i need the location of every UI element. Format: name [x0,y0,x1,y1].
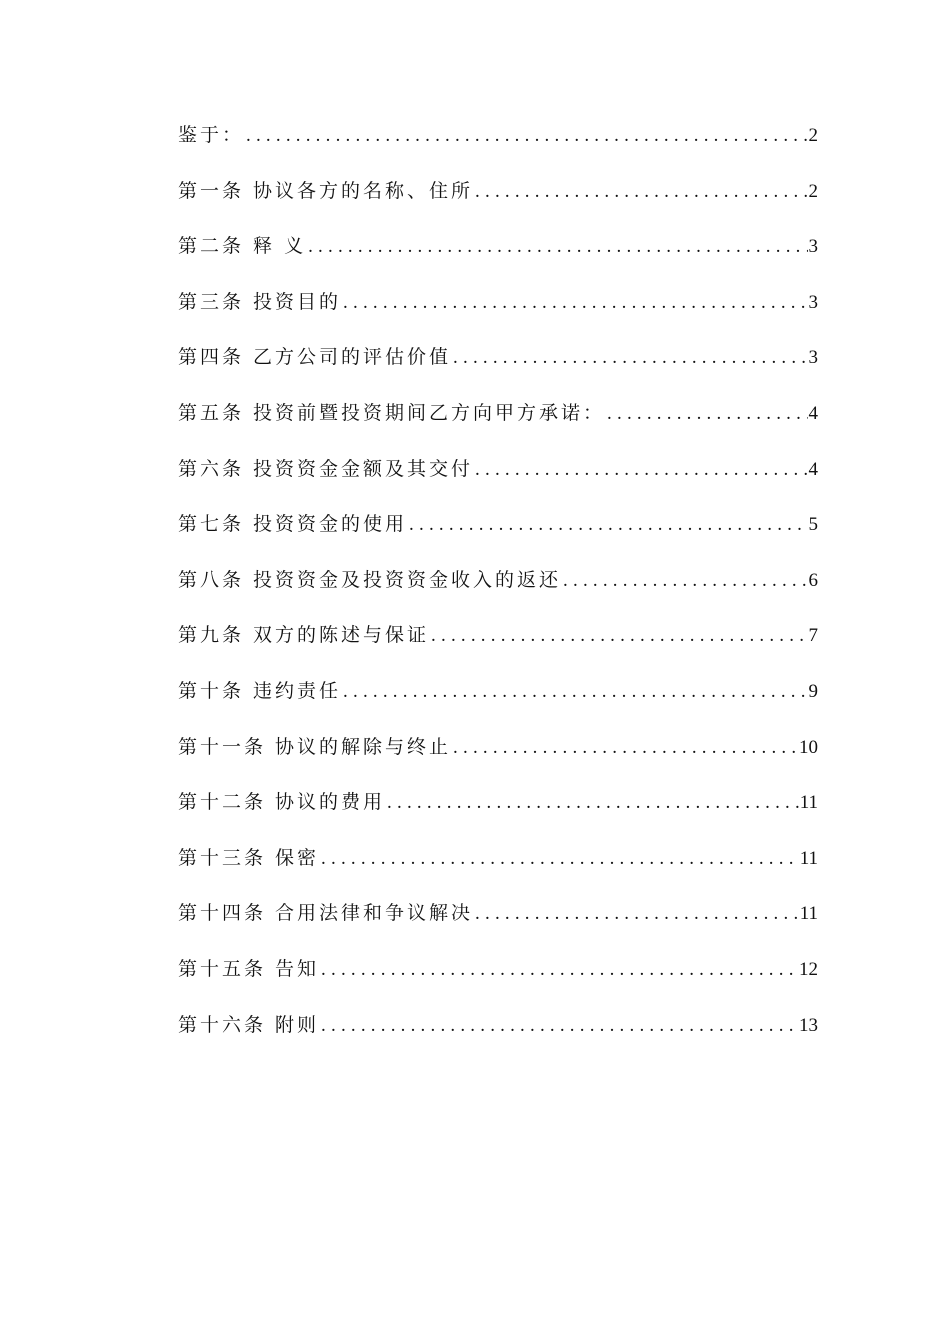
toc-page-number: 4 [808,402,818,424]
toc-entry-title: 第十五条 告知 [178,957,320,980]
toc-dot-leader [475,175,807,209]
toc-dot-leader [453,731,798,765]
toc-entry[interactable] [178,174,818,230]
toc-entry[interactable] [178,563,818,619]
toc-page-number: 3 [808,236,818,258]
toc-page-number: 6 [808,569,818,591]
toc-page-number: 10 [799,736,818,758]
toc-page-number: 5 [808,514,818,536]
toc-page-number: 3 [808,347,818,369]
toc-page-number: 2 [808,180,818,202]
toc-entry-title: 第八条 投资资金及投资资金收入的返还 [178,568,562,591]
toc-page-number: 2 [808,125,818,146]
toc-entry[interactable] [178,340,818,396]
toc-dot-leader [343,675,807,709]
toc-dot-leader [607,397,807,431]
toc-entry[interactable] [178,896,818,952]
toc-entry[interactable] [178,841,818,897]
toc-entry-title: 第三条 投资目的 [178,290,342,313]
toc-page-number: 11 [799,847,818,869]
toc-entry[interactable] [178,396,818,452]
toc-entry[interactable] [178,952,818,1008]
toc-entry-title: 第六条 投资资金金额及其交付 [178,457,474,480]
toc-dot-leader [321,1009,798,1043]
toc-dot-leader [321,953,798,987]
toc-dot-leader [431,619,807,653]
toc-entry[interactable] [178,730,818,786]
toc-page-number: 11 [799,792,818,814]
toc-page-number: 4 [808,458,818,480]
toc-dot-leader [453,341,807,375]
toc-dot-leader [409,508,807,542]
toc-page-number: 12 [799,958,818,980]
toc-entry-title: 第五条 投资前暨投资期间乙方向甲方承诺： [178,401,606,424]
toc-dot-leader [246,119,807,153]
toc-entry-title: 第七条 投资资金的使用 [178,513,408,536]
toc-entry[interactable] [178,785,818,841]
toc-page-number: 11 [799,903,818,925]
table-of-contents [178,118,818,1063]
toc-entry-title: 第四条 乙方公司的评估价值 [178,346,452,369]
toc-dot-leader [321,842,799,876]
toc-dot-leader [308,230,807,264]
toc-entry[interactable] [178,285,818,341]
toc-dot-leader [475,453,807,487]
toc-entry-title: 第九条 双方的陈述与保证 [178,624,430,647]
toc-entry[interactable] [178,118,818,174]
toc-entry-title: 第二条 释 义 [178,235,307,258]
toc-entry-title: 第十一条 协议的解除与终止 [178,735,452,758]
toc-dot-leader [387,786,799,820]
toc-dot-leader [475,897,799,931]
toc-entry[interactable] [178,1008,818,1064]
toc-entry[interactable] [178,507,818,563]
toc-dot-leader [563,564,807,598]
toc-entry-title: 第十二条 协议的费用 [178,791,386,814]
toc-entry-title: 第十三条 保密 [178,846,320,869]
toc-entry-title: 第十条 违约责任 [178,679,342,702]
toc-page-number: 13 [799,1014,818,1036]
toc-page-number: 3 [808,291,818,313]
toc-entry[interactable] [178,674,818,730]
toc-entry-title: 第十四条 合用法律和争议解决 [178,902,474,925]
toc-entry[interactable] [178,229,818,285]
toc-entry-title: 第一条 协议各方的名称、住所 [178,179,474,202]
toc-dot-leader [343,286,807,320]
toc-page-number: 7 [808,625,818,647]
toc-entry-title: 第十六条 附则 [178,1013,320,1036]
toc-entry[interactable] [178,618,818,674]
toc-entry[interactable] [178,452,818,508]
toc-entry-title: 鉴于： [178,124,245,146]
toc-page-number: 9 [808,680,818,702]
